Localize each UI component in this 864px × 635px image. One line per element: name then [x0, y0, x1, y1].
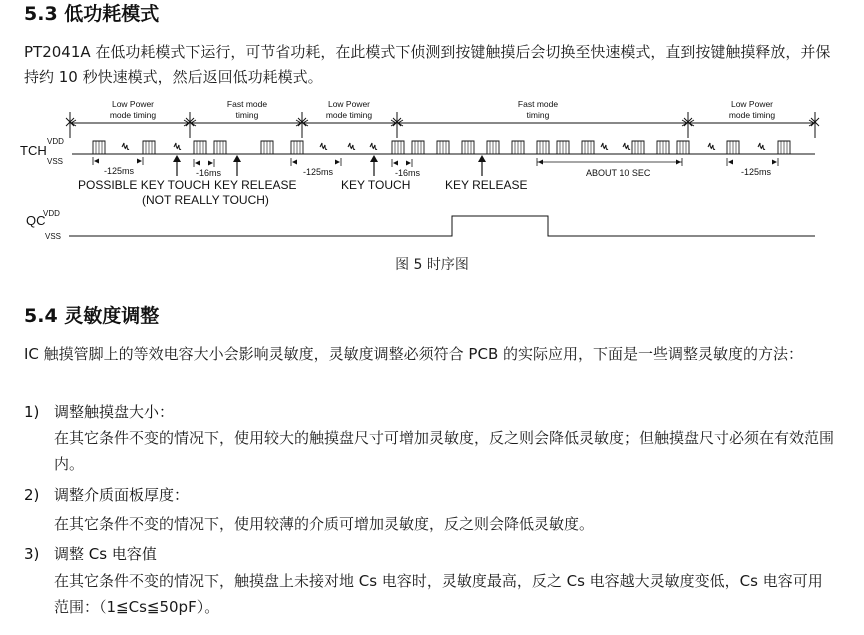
tch-pulse — [392, 140, 404, 154]
time-break-symbol — [601, 143, 608, 150]
phase-label-line1: Fast mode — [517, 99, 559, 109]
event-not-really-touch: (NOT REALLY TOUCH) — [142, 193, 269, 207]
phase-label-line1: Fast mode — [226, 99, 268, 109]
event-possible-key-touch: POSSIBLE KEY TOUCH — [78, 178, 211, 192]
timing-diagram — [0, 96, 864, 246]
list-item-heading: 调整 Cs 电容值 — [54, 545, 157, 563]
event-arrow — [173, 155, 181, 176]
phase-label-line1: Low Power — [730, 99, 774, 109]
tch-pulse — [512, 140, 524, 154]
list-item-heading: 调整介质面板厚度： — [54, 486, 190, 504]
list-item-3-body: 在其它条件不变的情况下，触摸盘上未接对地 Cs 电容时，灵敏度最高，反之 Cs 电容越大灵敏度变低，Cs 电容可用范围：（1≦Cs≦50pF）。 — [54, 572, 823, 616]
qc-signal-label: QC — [26, 213, 46, 228]
tch-pulse — [537, 140, 549, 154]
tch-pulse — [778, 140, 790, 154]
section-5-4-title: 5.4 灵敏度调整 — [24, 305, 160, 327]
qc-vdd-label: VDD — [43, 209, 60, 218]
interval-dimension-arrow — [537, 158, 682, 166]
interval-label-2: -16ms — [196, 168, 222, 178]
time-break-symbol — [370, 143, 377, 150]
event-key-release-2: KEY RELEASE — [445, 178, 528, 192]
tch-pulse — [677, 140, 689, 154]
event-arrow — [370, 155, 378, 176]
event-arrow — [233, 155, 241, 176]
phase-span-arrow — [398, 120, 687, 126]
time-break-symbol — [708, 143, 715, 150]
phase-label-line1: Low Power — [111, 99, 155, 109]
phase-label-line1: Low Power — [327, 99, 371, 109]
phase-span-arrow — [191, 120, 301, 126]
interval-dimension-arrow — [194, 159, 214, 167]
section-5-3-title: 5.3 低功耗模式 — [24, 3, 160, 25]
qc-waveform — [69, 216, 815, 236]
tch-pulse — [582, 140, 594, 154]
tch-pulse — [93, 140, 105, 154]
tch-vss-label: VSS — [47, 157, 64, 166]
list-item-number: 3) — [24, 545, 40, 563]
tch-pulse — [487, 140, 499, 154]
time-break-symbol — [122, 143, 129, 150]
phase-label-line2: mode timing — [728, 110, 776, 120]
time-break-symbol — [174, 143, 181, 150]
interval-dimension-arrow — [93, 157, 143, 165]
phase-boundary-marker — [186, 112, 194, 138]
list-item-number: 2) — [24, 486, 40, 504]
interval-dimension-arrow — [291, 158, 341, 166]
phase-label-line2: mode timing — [325, 110, 373, 120]
tch-vdd-label: VDD — [47, 137, 64, 146]
phase-boundary-marker — [298, 112, 306, 138]
interval-dimension-arrow — [727, 158, 778, 166]
interval-label-3: -125ms — [303, 167, 334, 177]
tch-pulse — [214, 140, 226, 154]
interval-label-4: -16ms — [395, 168, 421, 178]
interval-label-6: -125ms — [741, 167, 772, 177]
event-key-touch: KEY TOUCH — [341, 178, 411, 192]
list-item-3-heading — [24, 542, 157, 566]
tch-pulse — [632, 140, 644, 154]
list-item-2-body: 在其它条件不变的情况下，使用较薄的介质可增加灵敏度，反之则会降低灵敏度。 — [54, 515, 595, 533]
section-5-4-intro: IC 触摸管脚上的等效电容大小会影响灵敏度，灵敏度调整必须符合 PCB 的实际应用，下面是一些调整灵敏度的方法： — [24, 345, 804, 363]
phase-boundary-marker — [66, 112, 74, 138]
figure-caption: 图 5 时序图 — [395, 257, 469, 273]
time-break-symbol — [320, 143, 327, 150]
interval-dimension-arrow — [392, 159, 412, 167]
tch-pulse — [557, 140, 569, 154]
list-item-2-heading — [24, 483, 189, 507]
section-5-3-paragraph: PT2041A 在低功耗模式下运行，可节省功耗，在此模式下侦测到按键触摸后会切换至快速模式，直到按键触摸释放，并保持约 10 秒快速模式，然后返回低功耗模式。 — [24, 43, 831, 86]
list-item-heading: 调整触摸盘大小： — [54, 403, 175, 421]
phase-span-arrow — [303, 120, 396, 126]
phase-span-arrow — [689, 120, 814, 126]
phase-label-line2: mode timing — [109, 110, 157, 120]
event-key-release-1: KEY RELEASE — [214, 178, 297, 192]
time-break-symbol — [623, 143, 630, 150]
tch-pulse — [727, 140, 739, 154]
list-item-1-heading — [24, 400, 174, 424]
list-item-number: 1) — [24, 403, 40, 421]
time-break-symbol — [348, 143, 355, 150]
tch-pulse — [437, 140, 449, 154]
qc-vss-label: VSS — [45, 232, 62, 241]
phase-span-arrow — [71, 120, 189, 126]
phase-label-line2: timing — [526, 110, 550, 120]
tch-pulse — [194, 140, 206, 154]
interval-label-1: -125ms — [104, 166, 135, 176]
phase-boundary-marker — [684, 112, 692, 138]
phase-boundary-marker — [393, 112, 401, 138]
event-arrow — [478, 155, 486, 176]
phase-label-line2: timing — [235, 110, 259, 120]
time-break-symbol — [758, 143, 765, 150]
tch-pulse — [291, 140, 303, 154]
tch-pulse — [143, 140, 155, 154]
tch-pulse — [412, 140, 424, 154]
interval-label-5: ABOUT 10 SEC — [586, 168, 651, 178]
tch-pulse — [462, 140, 474, 154]
phase-boundary-marker — [811, 112, 819, 138]
tch-pulse — [261, 140, 273, 154]
list-item-1-body: 在其它条件不变的情况下，使用较大的触摸盘尺寸可增加灵敏度，反之则会降低灵敏度；但触摸盘尺寸必须在有效范围内。 — [54, 429, 835, 473]
tch-pulse — [657, 140, 669, 154]
tch-signal-label: TCH — [20, 143, 47, 158]
